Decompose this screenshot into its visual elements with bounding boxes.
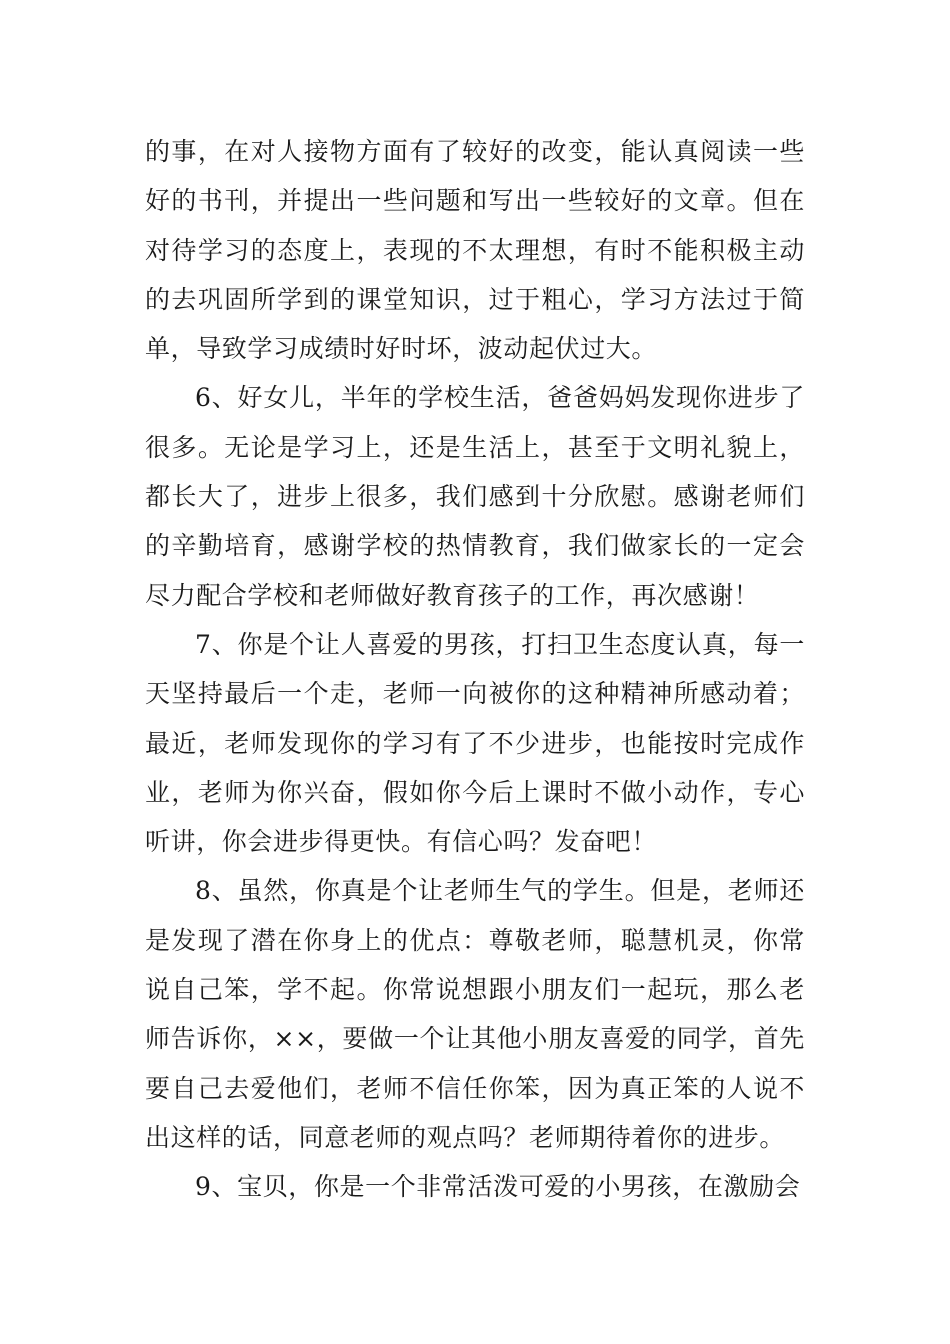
paragraph-6: 6、好女儿，半年的学校生活，爸爸妈妈发现你进步了很多。无论是学习上，还是生活上，甚至于文明礼貌上，都长大了，进步上很多，我们感到十分欣慰。感谢老师们的辛勤培育，感谢学校的热情教育，我们做家长的一定会尽力配合学校和老师做好教育孩子的工作，再次感谢！ [145, 383, 805, 610]
paragraph-continued: 的事，在对人接物方面有了较好的改变，能认真阅读一些好的书刊，并提出一些问题和写出一些较好的文章。但在对待学习的态度上，表现的不太理想，有时不能积极主动的去巩固所学到的课堂知识，过于粗心，学习方法过于简单，导致学习成绩时好时坏，波动起伏过大。 [145, 137, 805, 364]
paragraph-7: 7、你是个让人喜爱的男孩，打扫卫生态度认真，每一天坚持最后一个走，老师一向被你的这种精神所感动着；最近，老师发现你的学习有了不少进步，也能按时完成作业，老师为你兴奋，假如你今后上课时不做小动作，专心听讲，你会进步得更快。有信心吗？发奋吧！ [145, 629, 805, 857]
document-page [145, 127, 805, 1212]
paragraph-8: 8、虽然，你真是个让老师生气的学生。但是，老师还是发现了潜在你身上的优点：尊敬老师，聪慧机灵，你常说自己笨，学不起。你常说想跟小朋友们一起玩，那么老师告诉你，××，要做一个让其他小朋友喜爱的同学，首先要自己去爱他们，老师不信任你笨，因为真正笨的人说不出这样的话，同意老师的观点吗？老师期待着你的进步。 [145, 876, 805, 1152]
paragraph-9: 9、宝贝，你是一个非常活泼可爱的小男孩，在激励会 [195, 1172, 801, 1202]
